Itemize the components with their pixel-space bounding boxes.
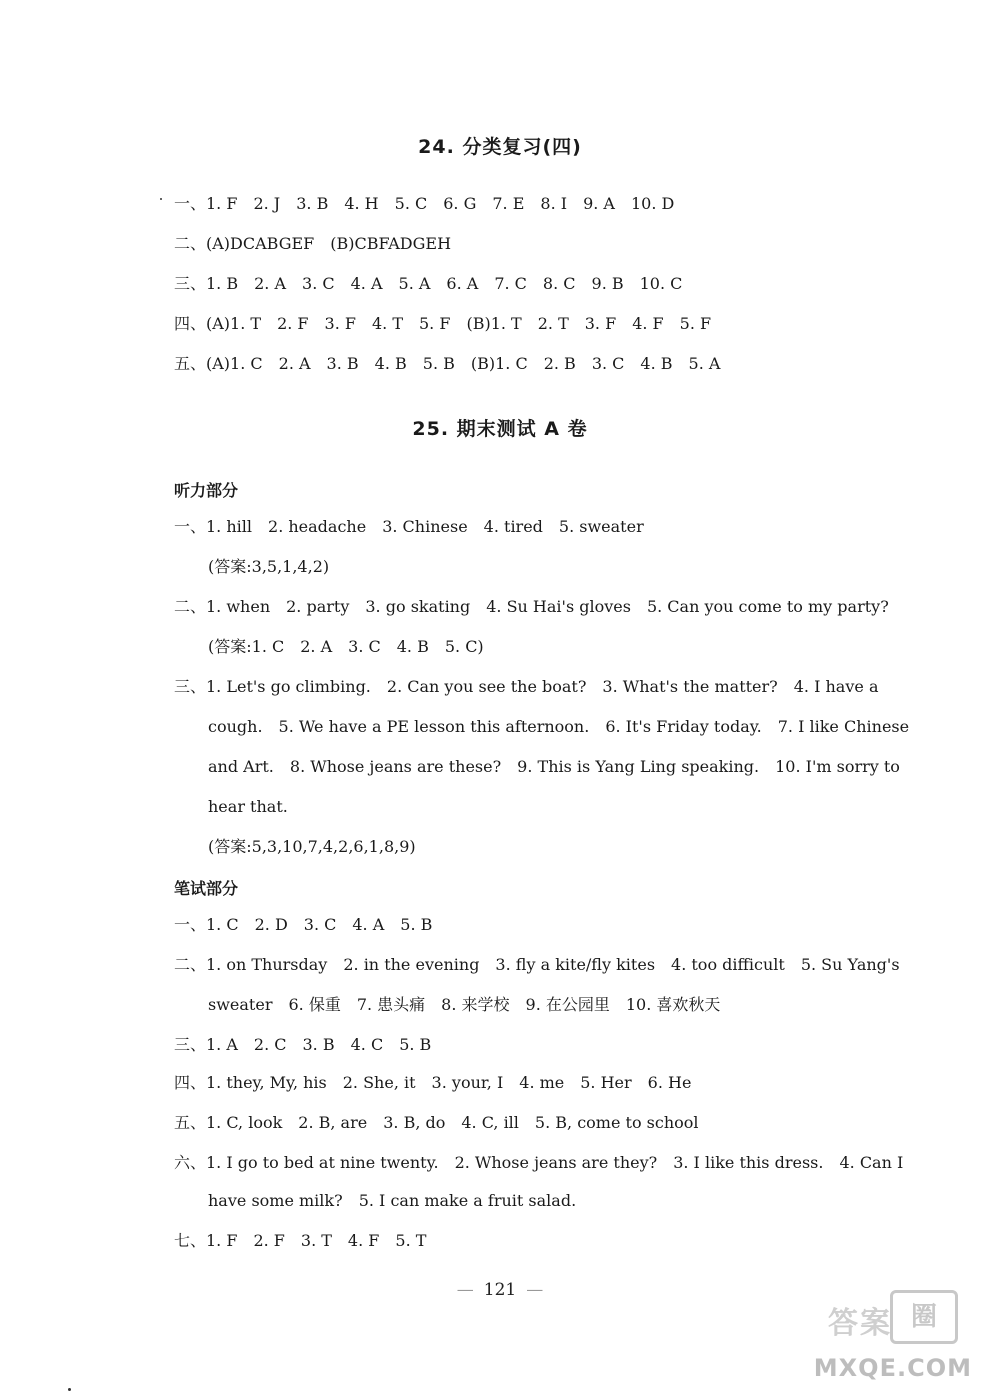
listening-q2-answer: (答案:1. C 2. A 3. C 4. B 5. C) (208, 637, 484, 656)
watermark-box: 圈 (890, 1290, 958, 1344)
listening-heading: 听力部分 (174, 481, 239, 500)
listening-q3-line-3: and Art. 8. Whose jeans are these? 9. This is Yang Ling speaking. 10. I'm sorry to (208, 757, 900, 776)
watermark-top-text: 答案 (828, 1306, 892, 1341)
s24-line-2: 二、(A)DCABGEF (B)CBFADGEH (174, 234, 452, 253)
scan-speck (68, 1388, 71, 1391)
listening-q3-line-2: cough. 5. We have a PE lesson this afternoon. 6. It's Friday today. 7. I like Chinese (208, 717, 910, 736)
listening-q3-answer: (答案:5,3,10,7,4,2,6,1,8,9) (208, 837, 416, 856)
s24-line-5: 五、(A)1. C 2. A 3. B 4. B 5. B (B)1. C 2. B 3. C 4. B 5. A (174, 354, 721, 373)
watermark-url: MXQE.COM (813, 1354, 972, 1382)
written-q6-line-2: have some milk? 5. I can make a fruit salad. (208, 1191, 577, 1210)
written-q1: 一、1. C 2. D 3. C 4. A 5. B (174, 915, 433, 934)
listening-q2: 二、1. when 2. party 3. go skating 4. Su Hai's gloves 5. Can you come to my party? (174, 597, 889, 616)
section-25-title: 25. 期末测试 A 卷 (412, 418, 588, 440)
listening-q3-line-4: hear that. (208, 797, 288, 816)
scan-speck (160, 198, 162, 200)
s24-line-3: 三、1. B 2. A 3. C 4. A 5. A 6. A 7. C 8. C 9. B 10. C (174, 274, 683, 293)
section-24-title: 24. 分类复习(四) (418, 136, 582, 158)
written-q2-line-2: sweater 6. 保重 7. 患头痛 8. 来学校 9. 在公园里 10. 喜欢秋天 (208, 995, 721, 1014)
written-q2-line-1: 二、1. on Thursday 2. in the evening 3. fly a kite/fly kites 4. too difficult 5. Su Yang's (174, 955, 900, 974)
s24-line-4: 四、(A)1. T 2. F 3. F 4. T 5. F (B)1. T 2. T 3. F 4. F 5. F (174, 314, 712, 333)
written-heading: 笔试部分 (174, 879, 239, 898)
watermark-logo (798, 1296, 978, 1386)
written-q4: 四、1. they, My, his 2. She, it 3. your, I 4. me 5. Her 6. He (174, 1073, 692, 1092)
listening-q1-answer: (答案:3,5,1,4,2) (208, 557, 330, 576)
written-q7: 七、1. F 2. F 3. T 4. F 5. T (174, 1231, 427, 1250)
written-q6-line-1: 六、1. I go to bed at nine twenty. 2. Whose jeans are they? 3. I like this dress. 4. Can I (174, 1153, 904, 1172)
s24-line-1: 一、1. F 2. J 3. B 4. H 5. C 6. G 7. E 8. I 9. A 10. D (174, 194, 675, 213)
page-number: — 121 — (0, 1280, 1000, 1300)
written-q3: 三、1. A 2. C 3. B 4. C 5. B (174, 1035, 432, 1054)
written-q5: 五、1. C, look 2. B, are 3. B, do 4. C, ill 5. B, come to school (174, 1113, 699, 1132)
listening-q3-line-1: 三、1. Let's go climbing. 2. Can you see the boat? 3. What's the matter? 4. I have a (174, 677, 879, 696)
listening-q1: 一、1. hill 2. headache 3. Chinese 4. tired 5. sweater (174, 517, 644, 536)
